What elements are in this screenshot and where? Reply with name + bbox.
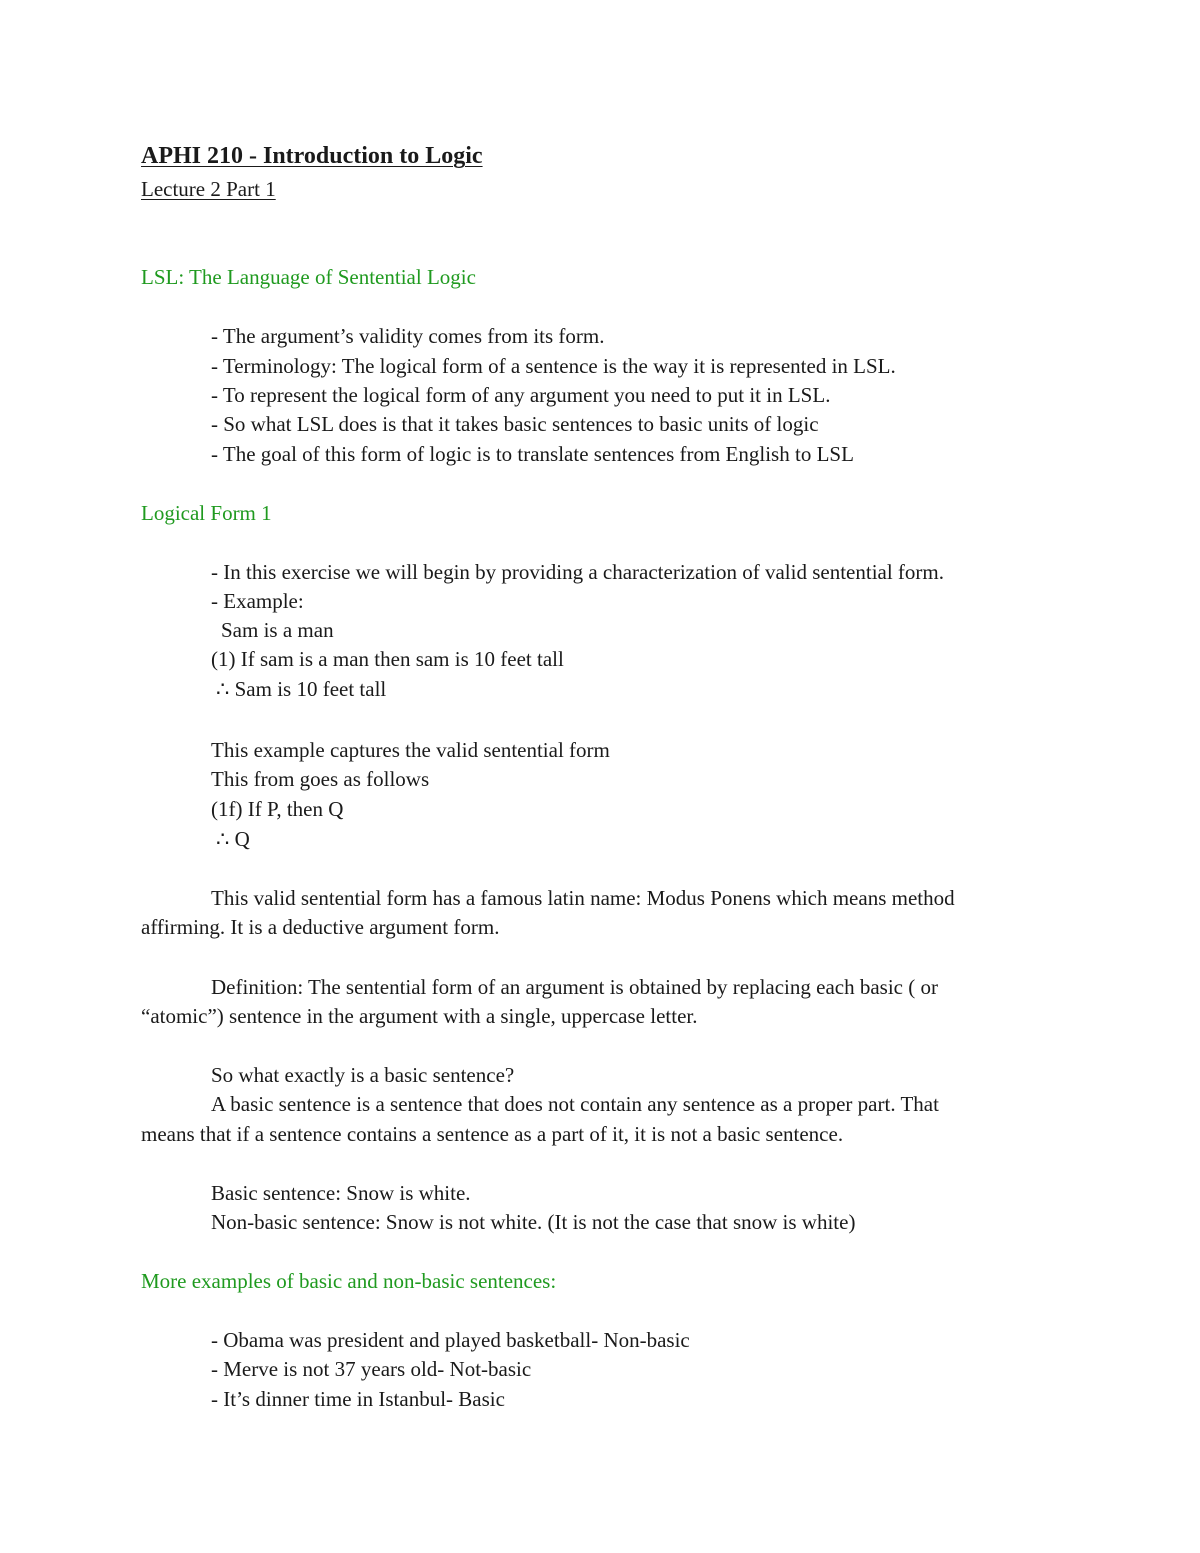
section-heading-lsl: LSL: The Language of Sentential Logic (141, 265, 476, 289)
basic-sentence-question: So what exactly is a basic sentence? (211, 1063, 515, 1087)
lsl-bullet: - Terminology: The logical form of a sentence is the way it is represented in LSL. (211, 354, 896, 378)
form-conclusion: ∴ Q (216, 827, 250, 851)
section-heading-more-examples: More examples of basic and non-basic sentences: (141, 1269, 557, 1293)
example-label: - Example: (211, 589, 304, 613)
example-bullet: - It’s dinner time in Istanbul- Basic (211, 1387, 505, 1411)
lsl-bullet: - So what LSL does is that it takes basic sentences to basic units of logic (211, 412, 819, 436)
capture-line: This example captures the valid sentential form (211, 738, 610, 762)
definition-paragraph: Definition: The sentential form of an argument is obtained by replacing each basic ( or (211, 975, 938, 999)
basic-sentence-example: Basic sentence: Snow is white. (211, 1181, 471, 1205)
example-bullet: - Merve is not 37 years old- Not-basic (211, 1357, 532, 1381)
example-bullet: - Obama was president and played basketball- Non-basic (211, 1328, 690, 1352)
basic-sentence-answer: A basic sentence is a sentence that does not contain any sentence as a proper part. That (211, 1092, 939, 1116)
nonbasic-sentence-example: Non-basic sentence: Snow is not white. (It is not the case that snow is white) (211, 1210, 856, 1234)
basic-sentence-answer: means that if a sentence contains a sentence as a part of it, it is not a basic sentence. (141, 1122, 844, 1146)
example-premise: Sam is a man (221, 618, 334, 642)
capture-line: This from goes as follows (211, 767, 430, 791)
form-premise: (1f) If P, then Q (211, 797, 344, 821)
modus-ponens-paragraph: This valid sentential form has a famous latin name: Modus Ponens which means method (211, 886, 955, 910)
lsl-bullet: - The argument’s validity comes from its form. (211, 324, 605, 348)
modus-ponens-paragraph: affirming. It is a deductive argument form. (141, 915, 500, 939)
example-premise: (1) If sam is a man then sam is 10 feet tall (211, 647, 564, 671)
section-heading-logical-form: Logical Form 1 (141, 501, 272, 525)
lsl-bullet: - The goal of this form of logic is to translate sentences from English to LSL (211, 442, 854, 466)
logical-form-intro: - In this exercise we will begin by providing a characterization of valid sentential form. (211, 560, 945, 584)
document-title: APHI 210 - Introduction to Logic (141, 143, 483, 169)
definition-paragraph: “atomic”) sentence in the argument with a single, uppercase letter. (141, 1004, 698, 1028)
example-conclusion: ∴ Sam is 10 feet tall (216, 677, 387, 701)
lecture-subtitle: Lecture 2 Part 1 (141, 177, 276, 201)
lsl-bullet: - To represent the logical form of any argument you need to put it in LSL. (211, 383, 831, 407)
